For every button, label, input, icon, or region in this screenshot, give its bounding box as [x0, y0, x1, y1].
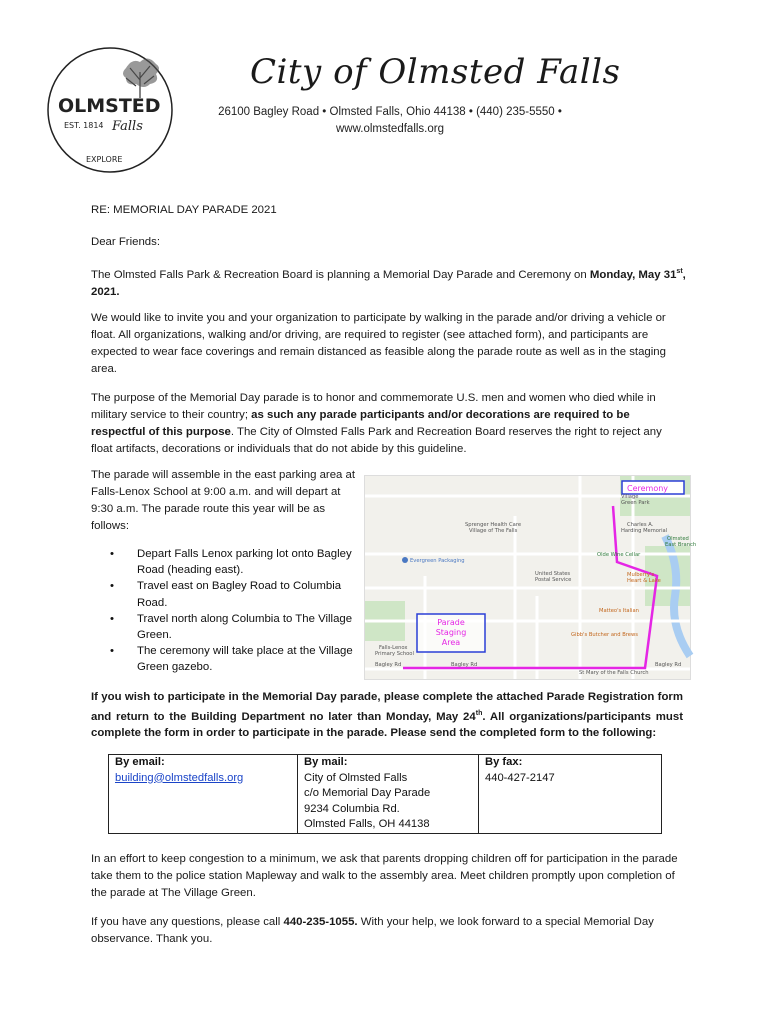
svg-text:Sprenger Health Care: Sprenger Health Care — [465, 522, 522, 528]
logo-tagline: EXPLORE — [86, 155, 123, 164]
contact-table — [108, 754, 662, 834]
mail-header: By mail: — [304, 756, 348, 768]
paragraph-dropoff: In an effort to keep congestion to a minimum, we ask that parents dropping children off for participation in the parade take them to the police station Mapleway and walk to the assembly area. Meet children promptly upon completion of the parade at The Village Green. — [91, 853, 678, 899]
city-title: City of Olmsted Falls — [250, 52, 621, 92]
paragraph-purpose: The purpose of the Memorial Day parade is to honor and commemorate U.S. men and women who died while in military service to their country; as such any parade participants and/or decorations are required to be respectful of this purpose. The City of Olmsted Falls Park and Recreation Board reserves the right to reject any float artifacts, decorations or individuals that do not abide by this guideline. — [91, 392, 662, 455]
svg-text:Harding Memorial: Harding Memorial — [621, 528, 668, 534]
fax-number: 440-427-2147 — [485, 771, 555, 784]
svg-text:United States: United States — [535, 571, 571, 577]
address-line: 26100 Bagley Road • Olmsted Falls, Ohio 44138 • (440) 235-5550 • — [218, 106, 562, 118]
email-cell — [109, 755, 298, 834]
svg-text:Olmsted: Olmsted — [667, 536, 689, 542]
mail-line: 9234 Columbia Rd. — [304, 802, 400, 815]
mail-cell — [298, 755, 479, 834]
svg-text:Bagley Rd: Bagley Rd — [375, 662, 402, 668]
email-header: By email: — [115, 756, 165, 768]
paragraph-invite: We would like to invite you and your organization to participate by walking in the parade and/or driving a vehicle or float. All organizations, walking and/or driving, are required to register (see attached form), and participants are expected to wear face coverings and remain distanced as feasible along the parade route as well as in the staging area. — [91, 312, 666, 375]
subject-line: RE: MEMORIAL DAY PARADE 2021 — [91, 204, 277, 216]
svg-text:Gibb's Butcher and Brews: Gibb's Butcher and Brews — [571, 632, 638, 638]
svg-text:Village: Village — [621, 494, 639, 500]
svg-text:Matteo's Italian: Matteo's Italian — [599, 608, 639, 614]
svg-text:Postal Service: Postal Service — [535, 577, 572, 583]
svg-text:Ceremony: Ceremony — [627, 484, 669, 493]
website-line: www.olmstedfalls.org — [335, 123, 444, 135]
tree-icon — [123, 58, 159, 98]
paragraph-intro: The Olmsted Falls Park & Recreation Board is planning a Memorial Day Parade and Ceremony on Monday, May 31st, 2021. — [91, 268, 686, 298]
place-pin-icon — [402, 557, 408, 563]
svg-text:Bagley Rd: Bagley Rd — [451, 662, 478, 668]
mail-line: City of Olmsted Falls — [304, 771, 408, 784]
svg-text:Evergreen Packaging: Evergreen Packaging — [410, 558, 465, 564]
svg-text:Falls-Lenox: Falls-Lenox — [379, 645, 408, 651]
logo-falls: Falls — [112, 119, 143, 134]
paragraph-closing: If you have any questions, please call 440-235-1055. With your help, we look forward to a special Memorial Day observance. Thank you. — [91, 916, 654, 945]
logo-est: EST. 1814 — [64, 121, 104, 130]
route-step: • Travel north along Columbia to The Village Green. — [110, 611, 365, 643]
city-logo — [40, 40, 180, 180]
svg-text:Bagley Rd: Bagley Rd — [655, 662, 682, 668]
svg-text:Area: Area — [441, 638, 461, 647]
svg-text:Green Park: Green Park — [621, 500, 650, 506]
svg-text:East Branch: East Branch — [665, 542, 697, 548]
paragraph-assembly: The parade will assemble in the east parking area at Falls-Lenox School at 9:00 a.m. and will depart at 9:30 a.m. The parade route this year will be as follows: — [91, 469, 356, 532]
greeting: Dear Friends: — [91, 236, 161, 248]
route-step: • Depart Falls Lenox parking lot onto Bagley Road (heading east). — [110, 546, 365, 578]
mail-line: c/o Memorial Day Parade — [304, 787, 431, 799]
svg-text:Staging: Staging — [435, 628, 467, 637]
svg-text:Parade: Parade — [437, 618, 465, 627]
svg-text:Heart & Lake: Heart & Lake — [627, 578, 661, 584]
fax-cell — [479, 755, 662, 834]
svg-text:St Mary of the Falls Church: St Mary of the Falls Church — [579, 670, 649, 676]
svg-text:Charles A.: Charles A. — [627, 522, 654, 528]
mail-line: Olmsted Falls, OH 44138 — [304, 818, 430, 830]
paragraph-registration: If you wish to participate in the Memorial Day parade, please complete the attached Parade Registration form and return to the Building Department no later than Monday, May 24th. All organizations/participants must complete the form in order to participate in the parade. Please send the completed form to the following: — [91, 691, 683, 739]
route-list — [110, 546, 365, 676]
route-step: • Travel east on Bagley Road to Columbia Road. — [110, 578, 365, 610]
logo-name: OLMSTED — [58, 95, 161, 117]
route-step: • The ceremony will take place at the Village Green gazebo. — [110, 643, 365, 675]
svg-text:Village of The Falls: Village of The Falls — [469, 528, 518, 534]
parade-route-map — [364, 475, 697, 680]
svg-text:Primary School: Primary School — [375, 651, 414, 657]
email-link[interactable]: building@olmstedfalls.org — [115, 771, 244, 784]
fax-header: By fax: — [485, 756, 523, 768]
svg-text:Olde Wine Cellar: Olde Wine Cellar — [597, 552, 641, 558]
svg-text:Mulberry's: Mulberry's — [627, 572, 655, 578]
